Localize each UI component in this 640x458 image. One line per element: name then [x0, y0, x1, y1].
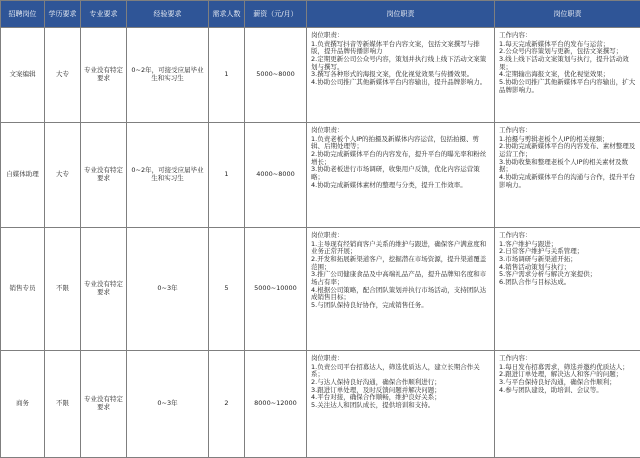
requirement-line: 1.每天完成新媒体平台的发布与运营；	[499, 41, 637, 49]
requirement-line: 3.与平台保持良好沟通，确保合作顺利；	[499, 379, 637, 387]
duties-cell	[307, 351, 495, 458]
headcount-cell: 1	[209, 28, 245, 123]
duties-cell	[307, 123, 495, 228]
duty-line: 4.协助完成新媒体素材的整理与分类，提升工作效率。	[311, 182, 491, 190]
duties-cell	[307, 28, 495, 123]
requirements-title: 工作内容：	[499, 232, 637, 240]
requirement-line: 3.市场调研与新渠道开拓；	[499, 256, 637, 264]
major-cell: 专业没有特定要求	[81, 228, 127, 351]
table-row	[1, 228, 640, 351]
duties-title: 岗位职责：	[311, 355, 491, 363]
duty-line: 5.关注达人和团队成长，提供培训和支持。	[311, 402, 491, 410]
requirements-cell	[495, 123, 640, 228]
position-cell: 销售专员	[1, 228, 45, 351]
headcount-cell: 5	[209, 228, 245, 351]
requirement-line: 5.客户需求分析与解决方案提供；	[499, 271, 637, 279]
duties-title: 岗位职责：	[311, 127, 491, 135]
duty-line: 2.与达人保持良好沟通，确保合作顺利进行；	[311, 379, 491, 387]
duty-line: 5.与团队保持良好协作，完成销售任务。	[311, 302, 491, 310]
table-row	[1, 28, 640, 123]
salary-cell: 5000~8000	[245, 28, 307, 123]
requirement-line: 2.协助完成新媒体平台的内容发布、素材整理及运营工作；	[499, 143, 637, 158]
position-cell: 文案编辑	[1, 28, 45, 123]
requirement-line: 2.日常客户维护与关系管理；	[499, 248, 637, 256]
requirement-line: 4.销售活动策划与执行；	[499, 264, 637, 272]
header-duties: 岗位职责	[307, 1, 495, 28]
education-cell: 不限	[45, 351, 81, 458]
headcount-cell: 1	[209, 123, 245, 228]
header-row	[1, 1, 640, 28]
requirement-line: 5.协助公司推广其他新媒体平台内容输出，扩大品牌影响力。	[499, 79, 637, 94]
header-headcount: 需求人数	[209, 1, 245, 28]
duty-line: 3.撰写各种形式的海报文案，优化视觉效果与传播效果。	[311, 71, 491, 79]
header-education: 学历要求	[45, 1, 81, 28]
experience-cell: 0~2年，可接受应届毕业生和实习生	[127, 123, 209, 228]
duty-line: 4.协助公司推广其他新媒体平台内容输出，提升品牌影响力。	[311, 79, 491, 87]
header-major: 专业要求	[81, 1, 127, 28]
header-experience: 经验要求	[127, 1, 209, 28]
requirement-line: 2.公众号内容策划与更新，包括文案撰写；	[499, 48, 637, 56]
duty-line: 1.负责老板个人IP的拍摄及新媒体内容运营，包括拍摄、剪辑、后期处理等；	[311, 136, 491, 151]
salary-cell: 5000~10000	[245, 228, 307, 351]
duty-line: 3.跟进订单处理，及时反馈问题并解决问题；	[311, 387, 491, 395]
requirement-line: 4.参与团队建设，助培训、会议等。	[499, 387, 637, 395]
duty-line: 1.负责撰写抖音等新媒体平台内容文案，包括文案撰写与排版，提升品牌传播影响力	[311, 41, 491, 56]
duty-line: 1.负责公司平台招募达人，筛选优质达人，建立长期合作关系；	[311, 364, 491, 379]
duties-title: 岗位职责：	[311, 32, 491, 40]
experience-cell: 0~3年	[127, 351, 209, 458]
experience-cell: 0~2年，可接受应届毕业生和实习生	[127, 28, 209, 123]
header-salary: 薪资（元/月）	[245, 1, 307, 28]
duty-line: 1.主导现有经销商客户关系的维护与跟进，确保客户满意度和业务正常开展；	[311, 241, 491, 256]
duty-line: 4.平台对接，确保合作顺畅，维护良好关系；	[311, 394, 491, 402]
requirement-line: 2.跟进订单处理，解决达人和客户的问题；	[499, 371, 637, 379]
major-cell: 专业没有特定要求	[81, 123, 127, 228]
requirement-line: 3.协助收集和整理老板个人IP的相关素材及数据；	[499, 159, 637, 174]
major-cell: 专业没有特定要求	[81, 351, 127, 458]
requirements-cell	[495, 228, 640, 351]
duties-cell	[307, 228, 495, 351]
education-cell: 大专	[45, 28, 81, 123]
table-row	[1, 351, 640, 458]
requirement-line: 6.团队合作与目标达成。	[499, 279, 637, 287]
table-row	[1, 123, 640, 228]
requirements-title: 工作内容：	[499, 355, 637, 363]
headcount-cell: 2	[209, 351, 245, 458]
duty-line: 2.开发和拓展新渠道客户，挖掘潜在市场资源，提升渠道覆盖范围；	[311, 256, 491, 271]
position-cell: 商务	[1, 351, 45, 458]
duty-line: 2.协助完成新媒体平台的内容发布，提升平台的曝光率和粉丝增长；	[311, 151, 491, 166]
duty-line: 3.协助老板进行市场调研，收集用户反馈，优化内容运营策略；	[311, 166, 491, 181]
duty-line: 3.推广公司健康食品及中高端礼品产品，提升品牌知名度和市场占有率；	[311, 271, 491, 286]
requirements-title: 工作内容：	[499, 127, 637, 135]
education-cell: 不限	[45, 228, 81, 351]
salary-cell: 8000~12000	[245, 351, 307, 458]
requirements-cell	[495, 28, 640, 123]
education-cell: 大专	[45, 123, 81, 228]
requirements-title: 工作内容：	[499, 32, 637, 40]
header-requirements: 岗位职责	[495, 1, 640, 28]
salary-cell: 4000~8000	[245, 123, 307, 228]
requirement-line: 1.客户维护与跟进；	[499, 241, 637, 249]
requirements-cell	[495, 351, 640, 458]
experience-cell: 0~3年	[127, 228, 209, 351]
requirement-line: 4.定期输出海报文案，优化视觉效果；	[499, 71, 637, 79]
duty-line: 4.根据公司策略，配合团队策划并执行市场活动，支持团队达成销售目标；	[311, 287, 491, 302]
requirement-line: 4.协助完成新媒体平台的沟通与合作，提升平台影响力。	[499, 174, 637, 189]
duties-title: 岗位职责：	[311, 232, 491, 240]
requirement-line: 1.拍摄与剪辑老板个人IP的相关视频；	[499, 136, 637, 144]
header-position: 招聘岗位	[1, 1, 45, 28]
position-cell: 自媒体助理	[1, 123, 45, 228]
duty-line: 2.定期更新公司公众号内容，策划并执行线上线下活动文案策划与撰写。	[311, 56, 491, 71]
requirement-line: 3.线上线下活动文案策划与执行，提升活动效果；	[499, 56, 637, 71]
requirement-line: 1.每日发布招募需求，筛选并邀约优质达人；	[499, 364, 637, 372]
major-cell: 专业没有特定要求	[81, 28, 127, 123]
